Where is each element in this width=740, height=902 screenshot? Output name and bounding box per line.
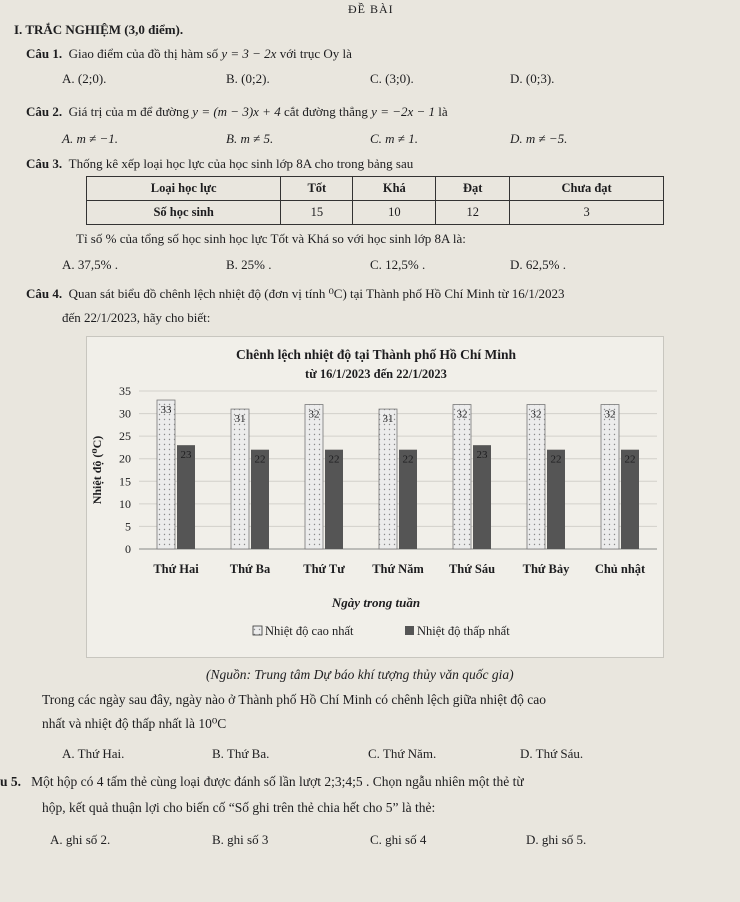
table-cell: Chưa đạt	[510, 177, 664, 201]
q4-option-a[interactable]: A. Thứ Hai.	[62, 746, 125, 761]
table-cell: Khá	[353, 177, 436, 201]
question-1-expr: y = 3 − 2x	[221, 46, 277, 61]
q5-option-b[interactable]: B. ghi số 3	[212, 832, 269, 847]
section-title: I. TRẮC NGHIỆM (3,0 điểm).	[14, 22, 184, 37]
y-axis-label: Nhiệt độ (⁰C)	[90, 435, 104, 505]
data-label-high: 32	[530, 408, 542, 421]
question-1-text: Giao điểm của đồ thị hàm số	[68, 46, 219, 61]
question-1-label: Câu 1.	[26, 46, 63, 61]
data-label-low: 22	[550, 453, 562, 466]
chart-title: Chênh lệch nhiệt độ tại Thành phố Hồ Chí Minh	[236, 347, 516, 362]
question-5-text: Một hộp có 4 tấm thẻ cùng loại được đánh số lần lượt 2;3;4;5 . Chọn ngẫu nhiên một thẻ từ	[31, 774, 524, 789]
legend-swatch-high	[253, 626, 262, 635]
bar-high	[157, 400, 175, 549]
question-5-label: u 5.	[0, 774, 22, 789]
chart-source: (Nguồn: Trung tâm Dự báo khí tượng thủy văn quốc gia)	[206, 667, 514, 682]
data-label-low: 23	[180, 449, 192, 462]
grade-table	[86, 176, 664, 225]
table-cell: 3	[510, 201, 664, 225]
q1-option-c[interactable]: C. (3;0).	[370, 71, 414, 86]
data-label-high: 31	[234, 413, 246, 426]
question-4-ask1: Trong các ngày sau đây, ngày nào ở Thành phố Hồ Chí Minh có chênh lệch giữa nhiệt độ cao	[42, 692, 546, 707]
q3-option-b[interactable]: B. 25% .	[226, 257, 272, 272]
q5-option-c[interactable]: C. ghi số 4	[370, 832, 427, 847]
temperature-chart	[86, 336, 664, 658]
bar-high	[453, 405, 471, 549]
legend-swatch-low	[405, 626, 414, 635]
grade-table-header-row	[87, 177, 664, 201]
question-3	[26, 156, 413, 172]
question-3-label: Câu 3.	[26, 156, 63, 171]
bar-high	[231, 409, 249, 549]
bar-high	[379, 409, 397, 549]
question-4-text2: đến 22/1/2023, hãy cho biết:	[62, 310, 211, 325]
q1-option-d[interactable]: D. (0;3).	[510, 71, 555, 86]
question-3-ask: Tỉ số % của tổng số học sinh học lực Tốt và Khá so với học sinh lớp 8A là:	[76, 231, 466, 246]
q4-option-d[interactable]: D. Thứ Sáu.	[520, 746, 584, 761]
x-tick-label: Thứ Sáu	[448, 562, 496, 576]
data-label-high: 33	[160, 404, 172, 417]
q2-option-a[interactable]: A. m ≠ −1.	[62, 131, 118, 146]
x-tick-label: Thứ Bảy	[522, 562, 570, 576]
y-tick-label: 15	[119, 474, 131, 489]
data-label-high: 32	[604, 408, 616, 421]
question-4-ask2: nhất và nhiệt độ thấp nhất là 10⁰C	[42, 716, 227, 731]
table-cell: Đạt	[436, 177, 510, 201]
question-2-label: Câu 2.	[26, 104, 63, 119]
table-cell: 10	[353, 201, 436, 225]
y-tick-label: 0	[125, 542, 131, 556]
legend-label-high: Nhiệt độ cao nhất	[265, 624, 354, 638]
question-4	[26, 286, 565, 302]
data-label-low: 23	[476, 449, 488, 462]
bar-high	[601, 405, 619, 549]
q3-option-a[interactable]: A. 37,5% .	[62, 257, 118, 272]
data-label-low: 22	[328, 453, 340, 466]
question-2-expr: y = (m − 3)x + 4	[192, 104, 281, 119]
question-2-text3: là	[438, 104, 448, 119]
x-tick-label: Chủ nhật	[594, 562, 646, 576]
q2-option-b[interactable]: B. m ≠ 5.	[226, 131, 274, 146]
question-2	[26, 104, 448, 120]
x-tick-label: Thứ Tư	[303, 562, 345, 576]
question-2-expr2: y = −2x − 1	[371, 104, 436, 119]
data-label-low: 22	[624, 453, 636, 466]
bar-high	[527, 405, 545, 549]
q3-option-d[interactable]: D. 62,5% .	[510, 257, 566, 272]
q2-option-c[interactable]: C. m ≠ 1.	[370, 131, 418, 146]
y-tick-label: 30	[119, 406, 131, 421]
grade-table-data-row	[87, 201, 664, 225]
table-cell: Loại học lực	[87, 177, 281, 201]
question-2-text2: cắt đường thẳng	[283, 104, 368, 119]
x-tick-label: Thứ Hai	[153, 562, 199, 576]
bar-high	[305, 405, 323, 549]
y-tick-label: 10	[119, 496, 131, 511]
q1-option-a[interactable]: A. (2;0).	[62, 71, 107, 86]
q5-option-a[interactable]: A. ghi số 2.	[50, 832, 111, 847]
q2-option-d[interactable]: D. m ≠ −5.	[510, 131, 568, 146]
data-label-high: 31	[382, 413, 394, 426]
data-label-low: 22	[402, 453, 414, 466]
question-1-text2: với trục Oy là	[279, 46, 352, 61]
y-tick-label: 25	[119, 429, 131, 444]
data-label-low: 22	[254, 453, 266, 466]
y-tick-label: 20	[119, 451, 131, 466]
q5-option-d[interactable]: D. ghi số 5.	[526, 832, 587, 847]
page-header: ĐỀ BÀI	[348, 2, 394, 16]
question-4-label: Câu 4.	[26, 286, 63, 301]
q3-option-c[interactable]: C. 12,5% .	[370, 257, 426, 272]
q4-option-b[interactable]: B. Thứ Ba.	[212, 746, 270, 761]
table-cell: 15	[281, 201, 353, 225]
y-tick-label: 5	[125, 519, 131, 534]
table-cell: Số học sinh	[87, 201, 281, 225]
x-tick-label: Thứ Ba	[229, 562, 271, 576]
question-3-text: Thống kê xếp loại học lực của học sinh lớp 8A cho trong bảng sau	[68, 156, 414, 171]
chart-svg	[87, 337, 665, 659]
table-cell: Tốt	[281, 177, 353, 201]
q1-option-b[interactable]: B. (0;2).	[226, 71, 270, 86]
x-tick-label: Thứ Năm	[372, 562, 424, 576]
data-label-high: 32	[456, 408, 468, 421]
question-5	[0, 774, 524, 790]
table-cell: 12	[436, 201, 510, 225]
question-2-text: Giá trị của m để đường	[68, 104, 190, 119]
y-tick-label: 35	[119, 384, 131, 398]
question-4-text: Quan sát biểu đồ chênh lệch nhiệt độ (đơn vị tính ⁰C) tại Thành phố Hồ Chí Minh từ 16/1/2023	[68, 286, 565, 301]
chart-subtitle: từ 16/1/2023 đến 22/1/2023	[305, 367, 447, 381]
question-1	[26, 46, 352, 62]
x-axis-label: Ngày trong tuần	[331, 595, 421, 610]
question-5-text2: hộp, kết quả thuận lợi cho biến cố “Số ghi trên thẻ chia hết cho 5” là thẻ:	[42, 800, 436, 815]
legend-label-low: Nhiệt độ thấp nhất	[417, 624, 510, 638]
q4-option-c[interactable]: C. Thứ Năm.	[368, 746, 437, 761]
data-label-high: 32	[308, 408, 320, 421]
